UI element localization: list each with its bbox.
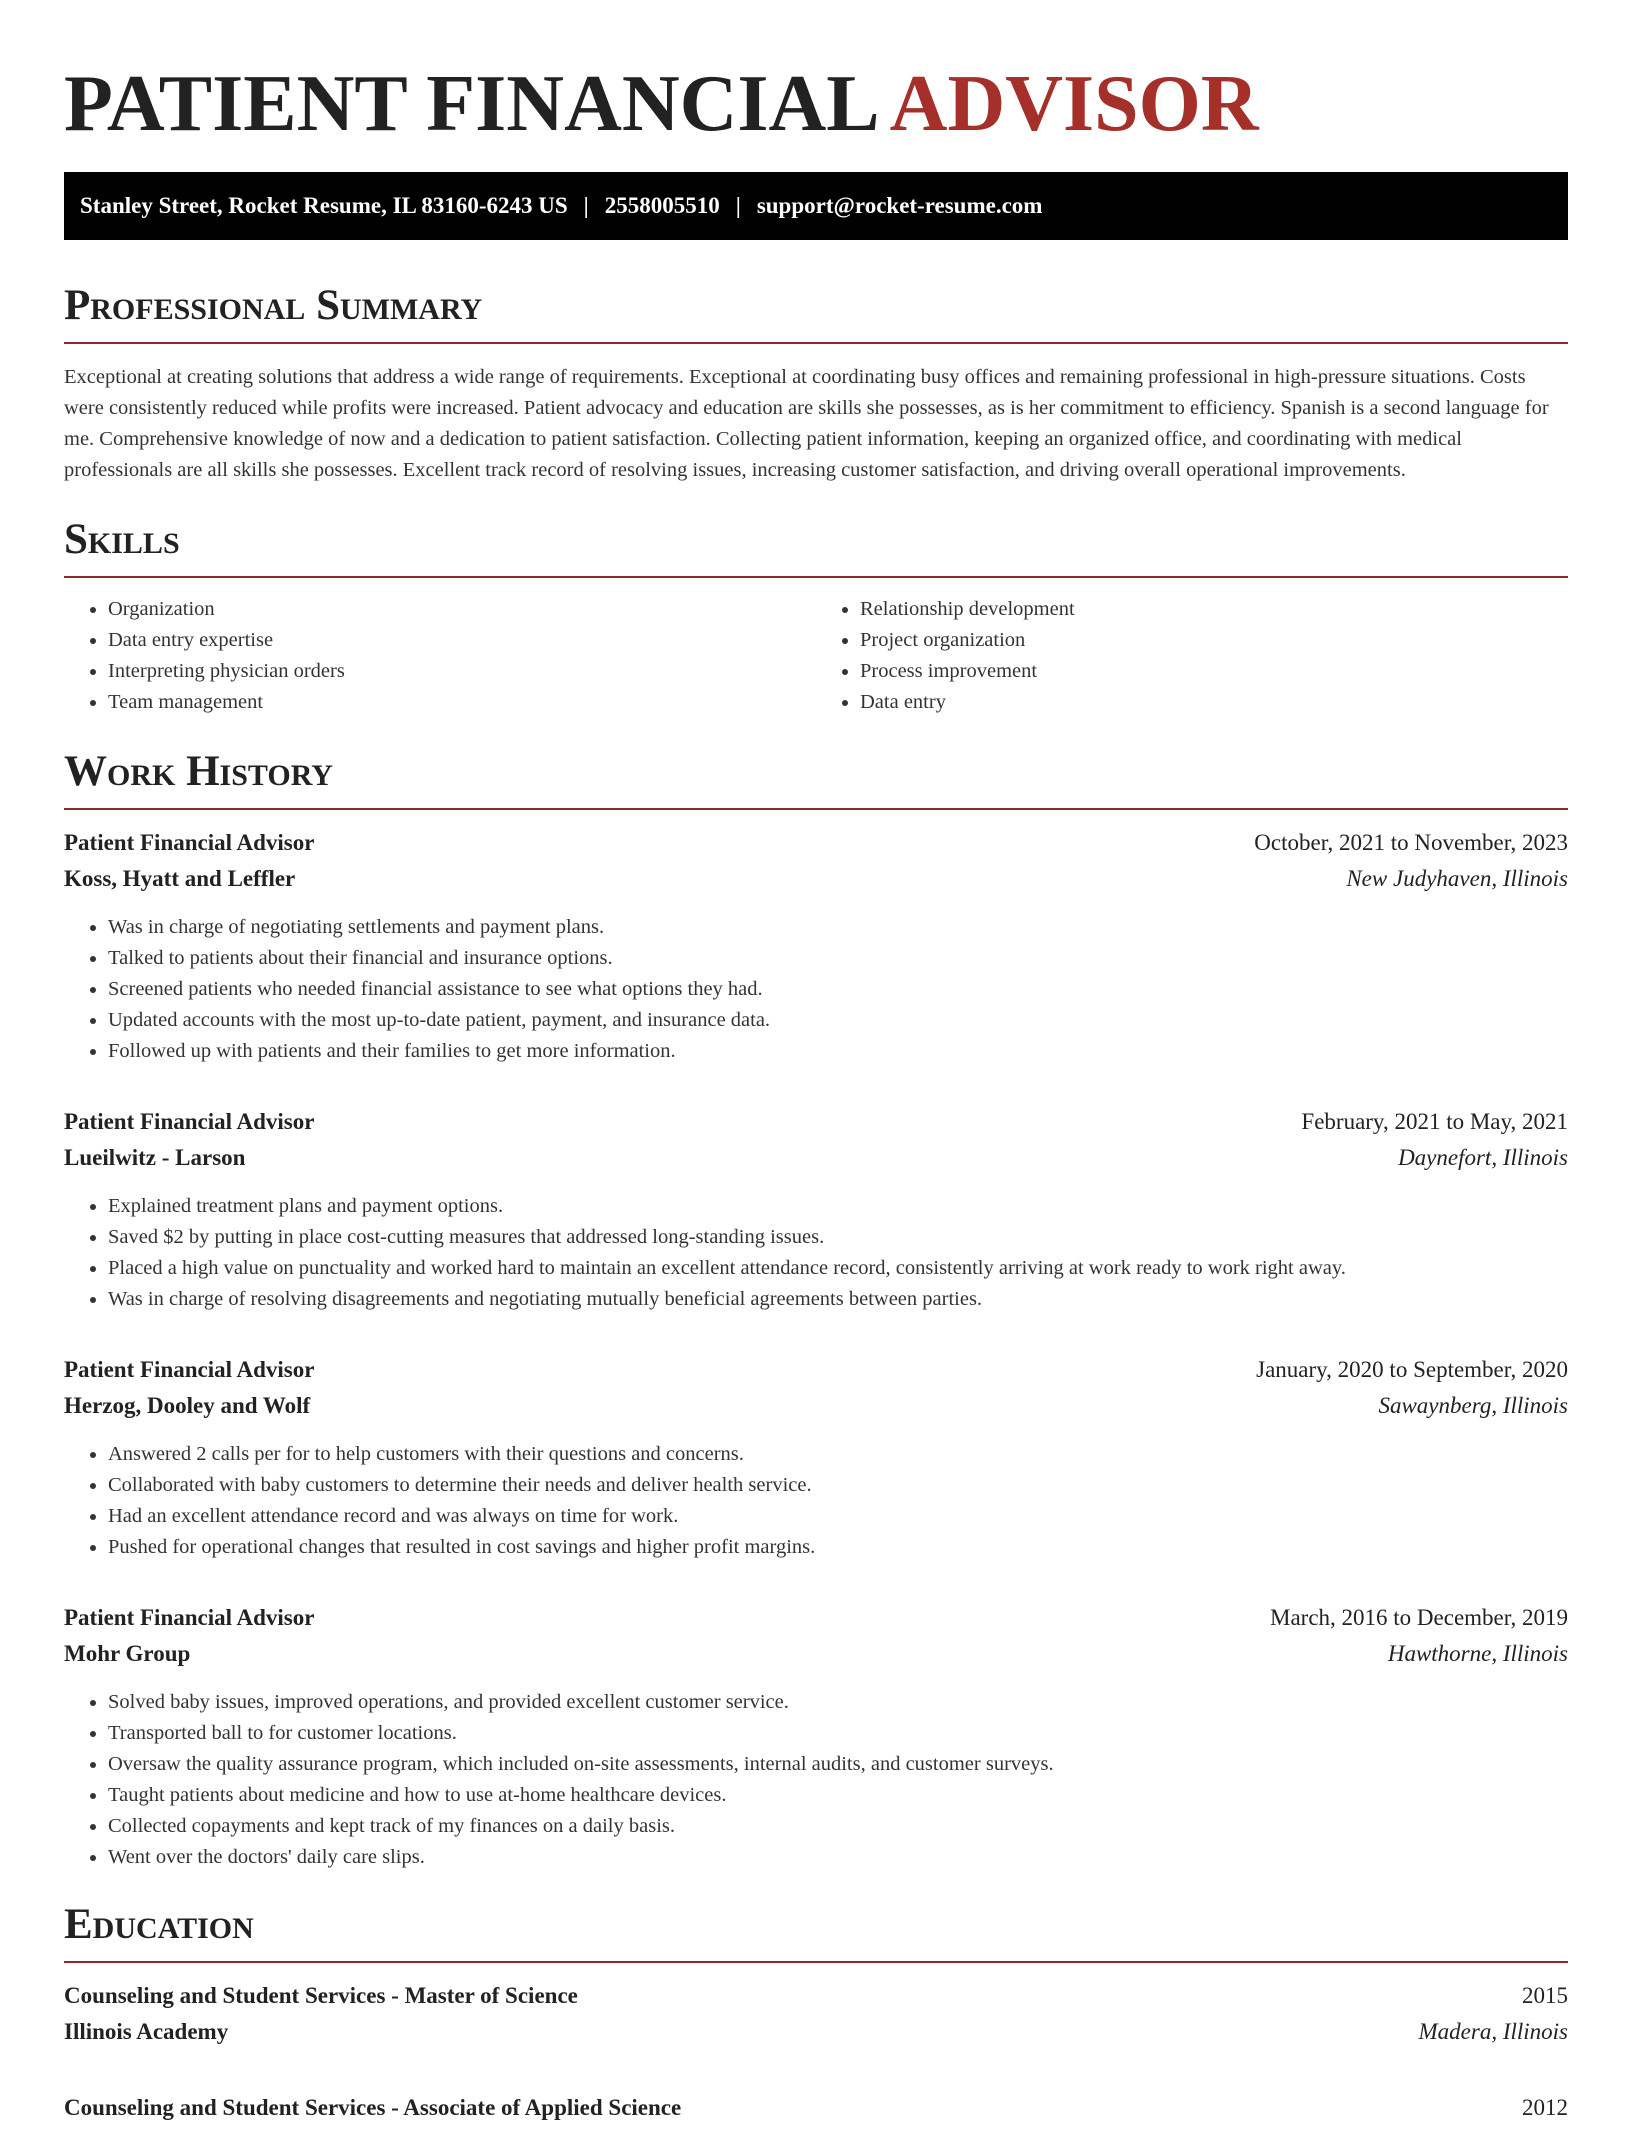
job-bullet: • Explained treatment plans and payment options. <box>108 1191 1568 1222</box>
job-bullet: • Updated accounts with the most up-to-date patient, payment, and insurance data. <box>108 1005 1568 1036</box>
section-title: Professional Summary <box>64 282 1568 344</box>
job-bullet: • Answered 2 calls per for to help customers with their questions and concerns. <box>108 1439 1568 1470</box>
skill-item: • Project organization <box>860 625 1568 656</box>
contact-separator: | <box>583 193 589 218</box>
job-entry <box>64 830 1568 1067</box>
job-title: Patient Financial Advisor <box>64 1605 315 1630</box>
contact-separator: | <box>735 193 741 218</box>
skills-list <box>64 594 1568 718</box>
job-entry <box>64 1605 1568 1873</box>
name-last: ADVISOR <box>889 60 1259 148</box>
skill-item: • Relationship development <box>860 594 1568 625</box>
job-company: Koss, Hyatt and Leffler <box>64 866 296 891</box>
education-degree: Counseling and Student Services - Master of Science <box>64 1983 578 2008</box>
skills-column-right <box>816 594 1568 718</box>
education-year: 2012 <box>1522 2095 1568 2120</box>
job-dates: February, 2021 to May, 2021 <box>1301 1109 1568 1134</box>
education-section <box>64 1901 1568 2131</box>
contact-email: support@rocket-resume.com <box>756 193 1043 218</box>
job-bullet: • Saved $2 by putting in place cost-cutting measures that addressed long-standing issues. <box>108 1222 1568 1253</box>
job-company: Herzog, Dooley and Wolf <box>64 1393 311 1418</box>
section-title: Skills <box>64 516 1568 578</box>
education-entry <box>64 2095 1568 2131</box>
skill-item: • Data entry <box>860 687 1568 718</box>
job-location: Sawaynberg, Illinois <box>1378 1393 1568 1418</box>
job-bullet: • Went over the doctors' daily care slips. <box>108 1842 1568 1873</box>
job-company: Lueilwitz - Larson <box>64 1145 246 1170</box>
resume-name <box>64 0 1568 150</box>
job-location: Daynefort, Illinois <box>1398 1145 1568 1170</box>
job-bullet: • Transported ball to for customer locations. <box>108 1718 1568 1749</box>
work-history-section <box>64 748 1568 1873</box>
skills-column-left <box>64 594 816 718</box>
summary-text: Exceptional at creating solutions that address a wide range of requirements. Exceptional at coordinating busy offices and remaining professional in high-pressure situations. Costs were consistently reduced while profits were increased. Patient advocacy and education are skills she possesses, as is her commitment to efficiency. Spanish is a second language for me. Comprehensive knowledge of now and a dedication to patient satisfaction. Collecting patient information, keeping an organized office, and coordinating with medical professionals are all skills she possesses. Excellent track record of resolving issues, increasing customer satisfaction, and driving overall operational improvements. <box>64 366 1549 481</box>
job-bullet: • Was in charge of resolving disagreements and negotiating mutually beneficial agreements between parties. <box>108 1284 1568 1315</box>
job-bullet: • Placed a high value on punctuality and worked hard to maintain an excellent attendance record, consistently arriving at work ready to work right away. <box>108 1253 1568 1284</box>
job-bullet: • Was in charge of negotiating settlements and payment plans. <box>108 912 1568 943</box>
job-bullet: • Oversaw the quality assurance program, which included on-site assessments, internal audits, and customer surveys. <box>108 1749 1568 1780</box>
job-bullet: • Taught patients about medicine and how to use at-home healthcare devices. <box>108 1780 1568 1811</box>
skill-item: • Interpreting physician orders <box>108 656 816 687</box>
job-dates: October, 2021 to November, 2023 <box>1254 830 1568 855</box>
job-bullet: • Talked to patients about their financial and insurance options. <box>108 943 1568 974</box>
job-company: Mohr Group <box>64 1641 191 1666</box>
education-year: 2015 <box>1522 1983 1568 2008</box>
job-dates: January, 2020 to September, 2020 <box>1256 1357 1568 1382</box>
contact-address: Stanley Street, Rocket Resume, IL 83160-6243 US <box>80 193 568 218</box>
job-location: Hawthorne, Illinois <box>1387 1641 1568 1666</box>
education-entry <box>64 1983 1568 2055</box>
job-bullet: • Followed up with patients and their families to get more information. <box>108 1036 1568 1067</box>
job-title: Patient Financial Advisor <box>64 1109 315 1134</box>
contact-phone: 2558005510 <box>604 193 720 218</box>
job-bullet: • Screened patients who needed financial assistance to see what options they had. <box>108 974 1568 1005</box>
skill-item: • Team management <box>108 687 816 718</box>
job-title: Patient Financial Advisor <box>64 830 315 855</box>
education-location: Madera, Illinois <box>1418 2019 1568 2044</box>
job-dates: March, 2016 to December, 2019 <box>1270 1605 1568 1630</box>
skill-item: • Data entry expertise <box>108 625 816 656</box>
education-school: Illinois Academy <box>64 2019 229 2044</box>
job-bullets <box>64 912 1568 1067</box>
skill-item: • Organization <box>108 594 816 625</box>
section-title: Work History <box>64 748 1568 810</box>
job-bullet: • Had an excellent attendance record and was always on time for work. <box>108 1501 1568 1532</box>
job-bullet: • Pushed for operational changes that resulted in cost savings and higher profit margins. <box>108 1532 1568 1563</box>
job-location: New Judyhaven, Illinois <box>1346 866 1568 891</box>
summary-section <box>64 282 1568 486</box>
job-bullets <box>64 1191 1568 1315</box>
job-entry <box>64 1109 1568 1315</box>
job-bullet: • Solved baby issues, improved operations, and provided excellent customer service. <box>108 1687 1568 1718</box>
section-title: Education <box>64 1901 1568 1963</box>
job-bullets <box>64 1687 1568 1873</box>
education-degree: Counseling and Student Services - Associate of Applied Science <box>64 2095 682 2120</box>
skills-section <box>64 516 1568 718</box>
contact-bar <box>64 172 1568 240</box>
job-bullet: • Collaborated with baby customers to determine their needs and deliver health service. <box>108 1470 1568 1501</box>
skill-item: • Process improvement <box>860 656 1568 687</box>
job-bullet: • Collected copayments and kept track of my finances on a daily basis. <box>108 1811 1568 1842</box>
name-first: PATIENT FINANCIAL <box>64 60 880 148</box>
job-entry <box>64 1357 1568 1563</box>
job-title: Patient Financial Advisor <box>64 1357 315 1382</box>
job-bullets <box>64 1439 1568 1563</box>
